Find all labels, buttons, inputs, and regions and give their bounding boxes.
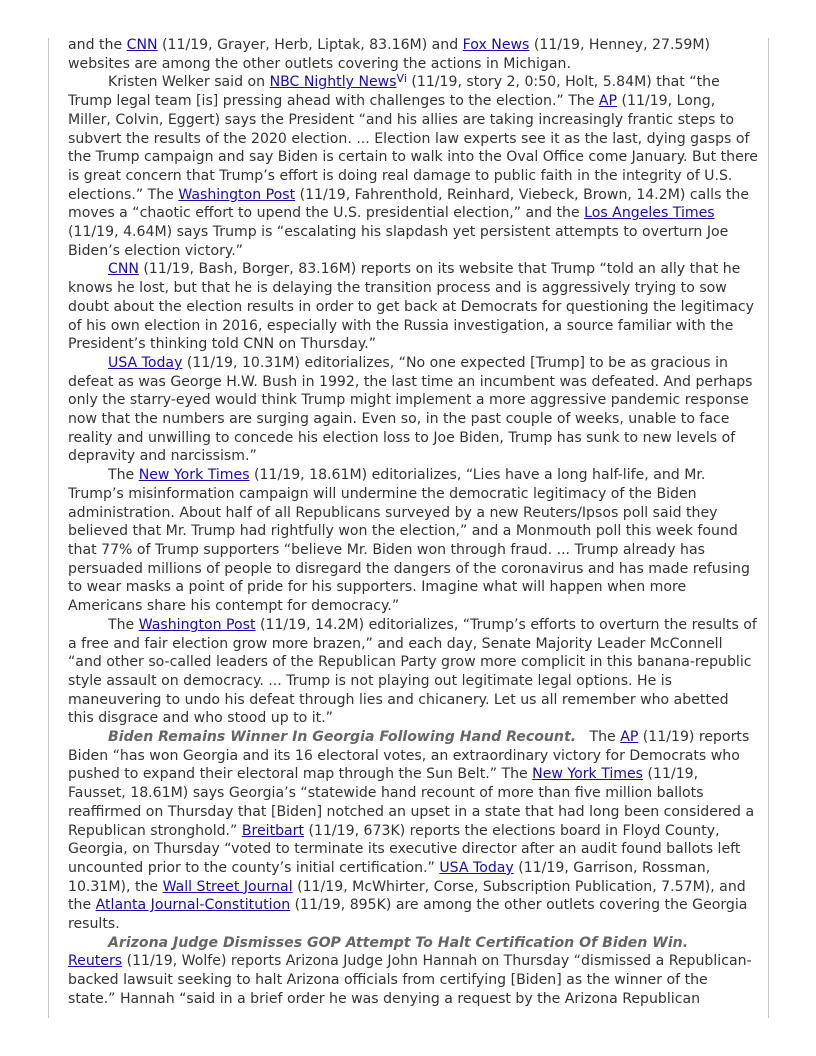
link-fox-news[interactable]: Fox News bbox=[462, 37, 530, 53]
text: (11/19, Fausset, 18.61M) says Georgia’s “statewide hand recount of more than five million ballots reaffirmed on Thursday that [Biden] notched an upset in a state that had long been considered a Republican stronghold.” bbox=[68, 766, 755, 839]
page-border-right bbox=[768, 38, 769, 1018]
text: (11/19, Grayer, Herb, Liptak, 83.16M) and bbox=[157, 37, 463, 53]
section-heading-arizona: Arizona Judge Dismisses GOP Attempt To Halt Certification Of Biden Win. bbox=[108, 934, 689, 951]
text: (11/19) reports Biden “has won Georgia and its 16 electoral votes, an extraordinary victory for Democrats who pushed to expand their electoral map through the Sun Belt.” The bbox=[68, 729, 750, 783]
text: (11/19, Fahrenthold, Reinhard, Viebeck, Brown, 14.2M) calls the moves a “chaotic effort to upend the U.S. presidential election,” and the bbox=[68, 186, 750, 222]
text: (11/19, Garrison, Rossman, 10.31M), the bbox=[68, 859, 711, 895]
paragraph-wapo-editorial bbox=[68, 616, 758, 728]
paragraph-usa-today-editorial bbox=[68, 354, 758, 466]
text: (11/19, McWhirter, Corse, Subscription Publication, 7.57M), and the bbox=[68, 878, 746, 914]
text: The bbox=[108, 467, 139, 484]
link-usa-today[interactable]: USA Today bbox=[439, 859, 514, 876]
text: (11/19, Wolfe) reports Arizona Judge John Hannah on Thursday “dismissed a Republican-backed lawsuit seeking to halt Arizona officials from certifying [Biden] as the winner of the state.” Hannah “said in a brief order he was denying a request by the Arizona Republican bbox=[68, 953, 752, 1007]
link-cnn[interactable]: CNN bbox=[108, 261, 139, 278]
text: The bbox=[576, 729, 621, 746]
text: Kristen Welker said on bbox=[108, 74, 270, 91]
text: (11/19, Long, Miller, Colvin, Eggert) says the President “and his allies are taking increasingly frantic steps to subvert the results of the 2020 election. ... Election law experts see it as the last, dying gasps of the Trump campaign and say Biden is certain to walk into the Oval Office come January. But there is great concern that Trump’s effort is doing real damage to public faith in the integrity of U.S. elections.” The bbox=[68, 93, 758, 203]
page-border-left bbox=[48, 38, 49, 1018]
link-breitbart[interactable]: Breitbart bbox=[241, 822, 304, 839]
paragraph-arizona-body bbox=[68, 952, 758, 1008]
link-usa-today[interactable]: USA Today bbox=[108, 354, 183, 371]
link-los-angeles-times[interactable]: Los Angeles Times bbox=[584, 205, 715, 222]
link-washington-post[interactable]: Washington Post bbox=[138, 616, 256, 633]
paragraph-nyt-editorial bbox=[68, 466, 758, 616]
section-heading-georgia: Biden Remains Winner In Georgia Following Hand Recount. bbox=[108, 729, 577, 746]
link-ap[interactable]: AP bbox=[620, 729, 639, 746]
text: (11/19, 10.31M) editorializes, “No one expected [Trump] to be as gracious in defeat as was George H.W. Bush in 1992, the last time an incumbent was defeated. And perhaps only the starry-eyed would think Trump might implement a more aggressive pandemic response now that the numbers are surging again. Even so, in the past couple of weeks, unable to face reality and unwilling to concede his election loss to Joe Biden, Trump has sunk to new levels of depravity and narcissism.” bbox=[68, 354, 753, 465]
link-ap[interactable]: AP bbox=[598, 93, 618, 110]
text: (11/19, 14.2M) editorializes, “Trump’s efforts to overturn the results of a free and fair election grow more brazen,” and each day, Senate Majority Leader McConnell “and other so-called leaders of the Republican Party grow more complicit in this banana-republic style assault on democracy. ... Trump is not playing out legitimate legal options. He is maneuvering to undo his defeat through lies and chicanery. Let us all remember who abetted this disgrace and who stood up to it.” bbox=[68, 616, 757, 727]
document-body bbox=[68, 36, 758, 1009]
paragraph-arizona-heading bbox=[68, 934, 758, 953]
text: (11/19, 18.61M) editorializes, “Lies have a long half-life, and Mr. Trump’s misinformation campaign will undermine the democratic legitimacy of the Biden administration. About half of all Republicans surveyed by a new Reuters/Ipsos poll said they believed that Mr. Trump had rightfully won the election,” and a Monmouth poll this week found that 77% of Trump supporters “believe Mr. Biden won through fraud. ... Trump already has persuaded millions of people to disregard the dangers of the coronavirus and has made refusing to wear masks a point of pride for his supporters. Imagine what will happen when more Americans share his contempt for democracy.” bbox=[68, 467, 750, 615]
text: and the bbox=[68, 37, 127, 53]
link-washington-post[interactable]: Washington Post bbox=[178, 186, 296, 203]
text: (11/19, Bash, Borger, 83.16M) reports on its website that Trump “told an ally that he knows he lost, but that he is delaying the transition process and is aggressively trying to sow doubt about the election results in order to get back at Democrats for questioning the legitimacy of his own election in 2016, especially with the Russia investigation, a source familiar with the President’s thinking told CNN on Thursday.” bbox=[68, 261, 755, 353]
paragraph-welker bbox=[68, 73, 758, 260]
link-nbc-nightly-news[interactable]: NBC Nightly News bbox=[269, 74, 397, 91]
link-new-york-times[interactable]: New York Times bbox=[138, 467, 250, 484]
text: (11/19, story 2, 0:50, Holt, 5.84M) that “the Trump legal team [is] pressing ahead with challenges to the election.” The bbox=[68, 74, 720, 110]
text: (11/19, 673K) reports the elections board in Floyd County, Georgia, on Thursday “voted to terminate its executive director after an audit found ballots left uncounted prior to the county’s initial certification.” bbox=[68, 822, 741, 876]
paragraph-cnn-report bbox=[68, 260, 758, 354]
video-marker[interactable]: Vi bbox=[396, 72, 407, 86]
paragraph-michigan-outlets bbox=[68, 36, 758, 73]
text: (11/19, 4.64M) says Trump is “escalating his slapdash yet persistent attempts to overturn Joe Biden’s election victory.” bbox=[68, 224, 729, 259]
text: The bbox=[108, 616, 139, 633]
link-reuters[interactable]: Reuters bbox=[68, 953, 123, 970]
paragraph-georgia-recount bbox=[68, 728, 758, 934]
text: (11/19, Henney, 27.59M) websites are among the other outlets covering the actions in Michigan. bbox=[68, 37, 711, 72]
link-atlanta-journal-constitution[interactable]: Atlanta Journal-Constitution bbox=[95, 897, 291, 914]
link-cnn[interactable]: CNN bbox=[126, 37, 158, 53]
text: (11/19, 895K) are among the other outlets covering the Georgia results. bbox=[68, 897, 748, 933]
link-wall-street-journal[interactable]: Wall Street Journal bbox=[162, 878, 293, 895]
link-new-york-times[interactable]: New York Times bbox=[532, 766, 644, 783]
